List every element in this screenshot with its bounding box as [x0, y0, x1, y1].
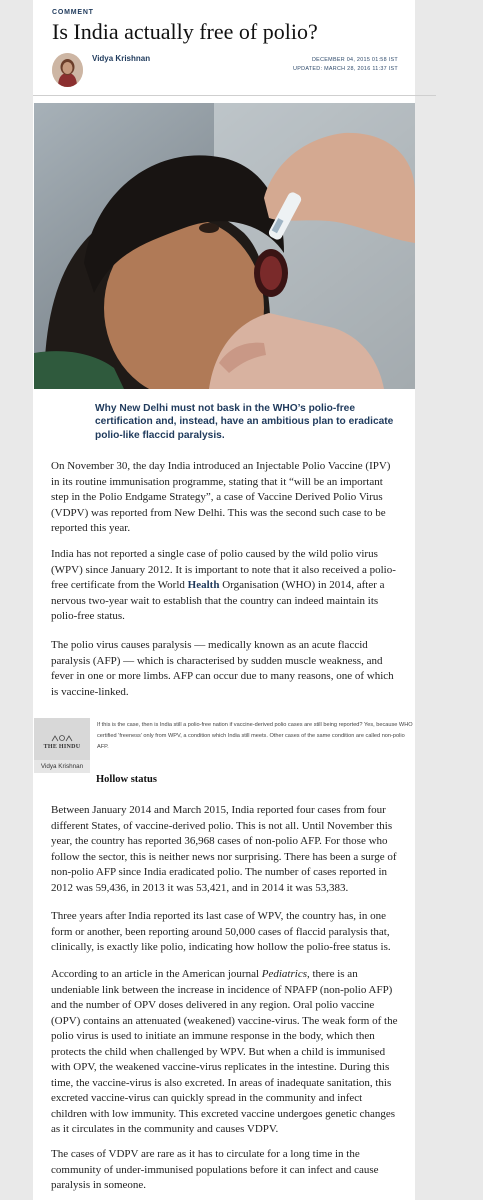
- updated-date: UPDATED: MARCH 28, 2016 11:37 IST: [293, 66, 398, 72]
- body-paragraph-5: Three years after India reported its last case of WPV, the country has, in one form or another, been reporting around 50,000 cases of flaccid paralysis that, clinically, is exactly like polio, indicating how hollow the polio-free status is.: [51, 910, 391, 953]
- published-date: DECEMBER 04, 2015 01:58 IST: [311, 57, 398, 63]
- p2-text-after: Organisation (WHO) in 2014, after a nervous two-year wait to establish that the country can indeed maintain its polio-free status.: [51, 579, 385, 622]
- p2-text-before: India has not reported a single case of polio caused by the wild polio virus (WPV) since January 2012. It is important to note that it also received a polio-free certificate from the World: [51, 548, 396, 591]
- header-divider: [33, 95, 436, 96]
- sidebar-note: If this is the case, then is India still a polio-free nation if vaccine-derived polio cases are still being reported? Yes, because WHO certified ‘freeness’ only from WPV, a condition which India still meets. Other cases of the same condition are called non-polio AFP.: [97, 722, 413, 750]
- article-standfirst: Why New Delhi must not bask in the WHO’s polio-free certification and, instead, have an ambitious plan to eradicate polio-like flaccid paralysis.: [95, 403, 394, 441]
- article-dates: [293, 56, 398, 74]
- hero-image: [34, 103, 415, 389]
- section-label[interactable]: COMMENT: [52, 9, 94, 16]
- article-title: Is India actually free of polio?: [52, 19, 318, 44]
- body-paragraph-2: [51, 547, 401, 625]
- thumbnail-author: Vidya Krishnan: [34, 760, 90, 773]
- p6-text-after: , there is an undeniable link between the increase in incidence of NPAFP (non-polio AFP) and the number of OPV doses delivered in any region. Oral polio vaccine (OPV) contains an attenuated (weakened) vaccine-virus. The weak form of the polio virus is used to initiate an immune response in the body, which then protects the child when challenged by WPV. But when a child is immunised with OPV, the weakened vaccine-virus replicates in the intestine. During this time, the vaccine-virus is also excreted. In areas of inadequate sanitation, this excreted vaccine-virus can quickly spread in the community and infect children with low immunity. This excreted vaccine undergoes genetic changes as it circulates in the community and causes VDPV.: [51, 968, 398, 1135]
- body-paragraph-1: On November 30, the day India introduced an Injectable Polio Vaccine (IPV) in its routine immunisation programme, stating that it “will be an important step in the Polio Endgame Strategy”, a case of Vaccine Derived Polio Virus (VDPV) was reported from New Delhi. This was the second such case to be reported this year.: [51, 460, 391, 534]
- subhead-hollow-status: Hollow status: [96, 774, 157, 785]
- health-link[interactable]: Health: [187, 579, 220, 591]
- logo-text: THE HINDU: [43, 744, 81, 750]
- p6-text-before: According to an article in the American journal: [51, 968, 262, 980]
- the-hindu-logo-thumbnail: [34, 718, 90, 760]
- emblem-icon: [50, 734, 74, 742]
- body-paragraph-6: [51, 967, 401, 1138]
- body-paragraph-4: Between January 2014 and March 2015, India reported four cases from four different States, of vaccine-derived polio. This is not all. Until November this year, the country has reported 36,968 cases of non-polio AFP. For those who follow the sector, this is neither news nor surprising. There has been a surge of non-polio AFP since India eradicated polio. The number of cases reported in 2012 was 59,436, in 2013 it was 53,421, and in 2014 it was 53,383.: [51, 804, 397, 894]
- body-paragraph-7: The cases of VDPV are rare as it has to circulate for a long time in the community of under-immunised populations before it can infect and cause paralysis in someone.: [51, 1148, 379, 1191]
- author-name[interactable]: Vidya Krishnan: [92, 54, 151, 63]
- journal-name: Pediatrics: [261, 968, 307, 980]
- author-avatar[interactable]: [52, 53, 83, 87]
- article-page: [33, 0, 415, 1200]
- body-paragraph-3: The polio virus causes paralysis — medically known as an acute flaccid paralysis (AFP) — which is characterised by sudden muscle weakness, and fever in one or more limbs. AFP can occur due to many reasons, one of which is vaccine-linked.: [51, 639, 394, 698]
